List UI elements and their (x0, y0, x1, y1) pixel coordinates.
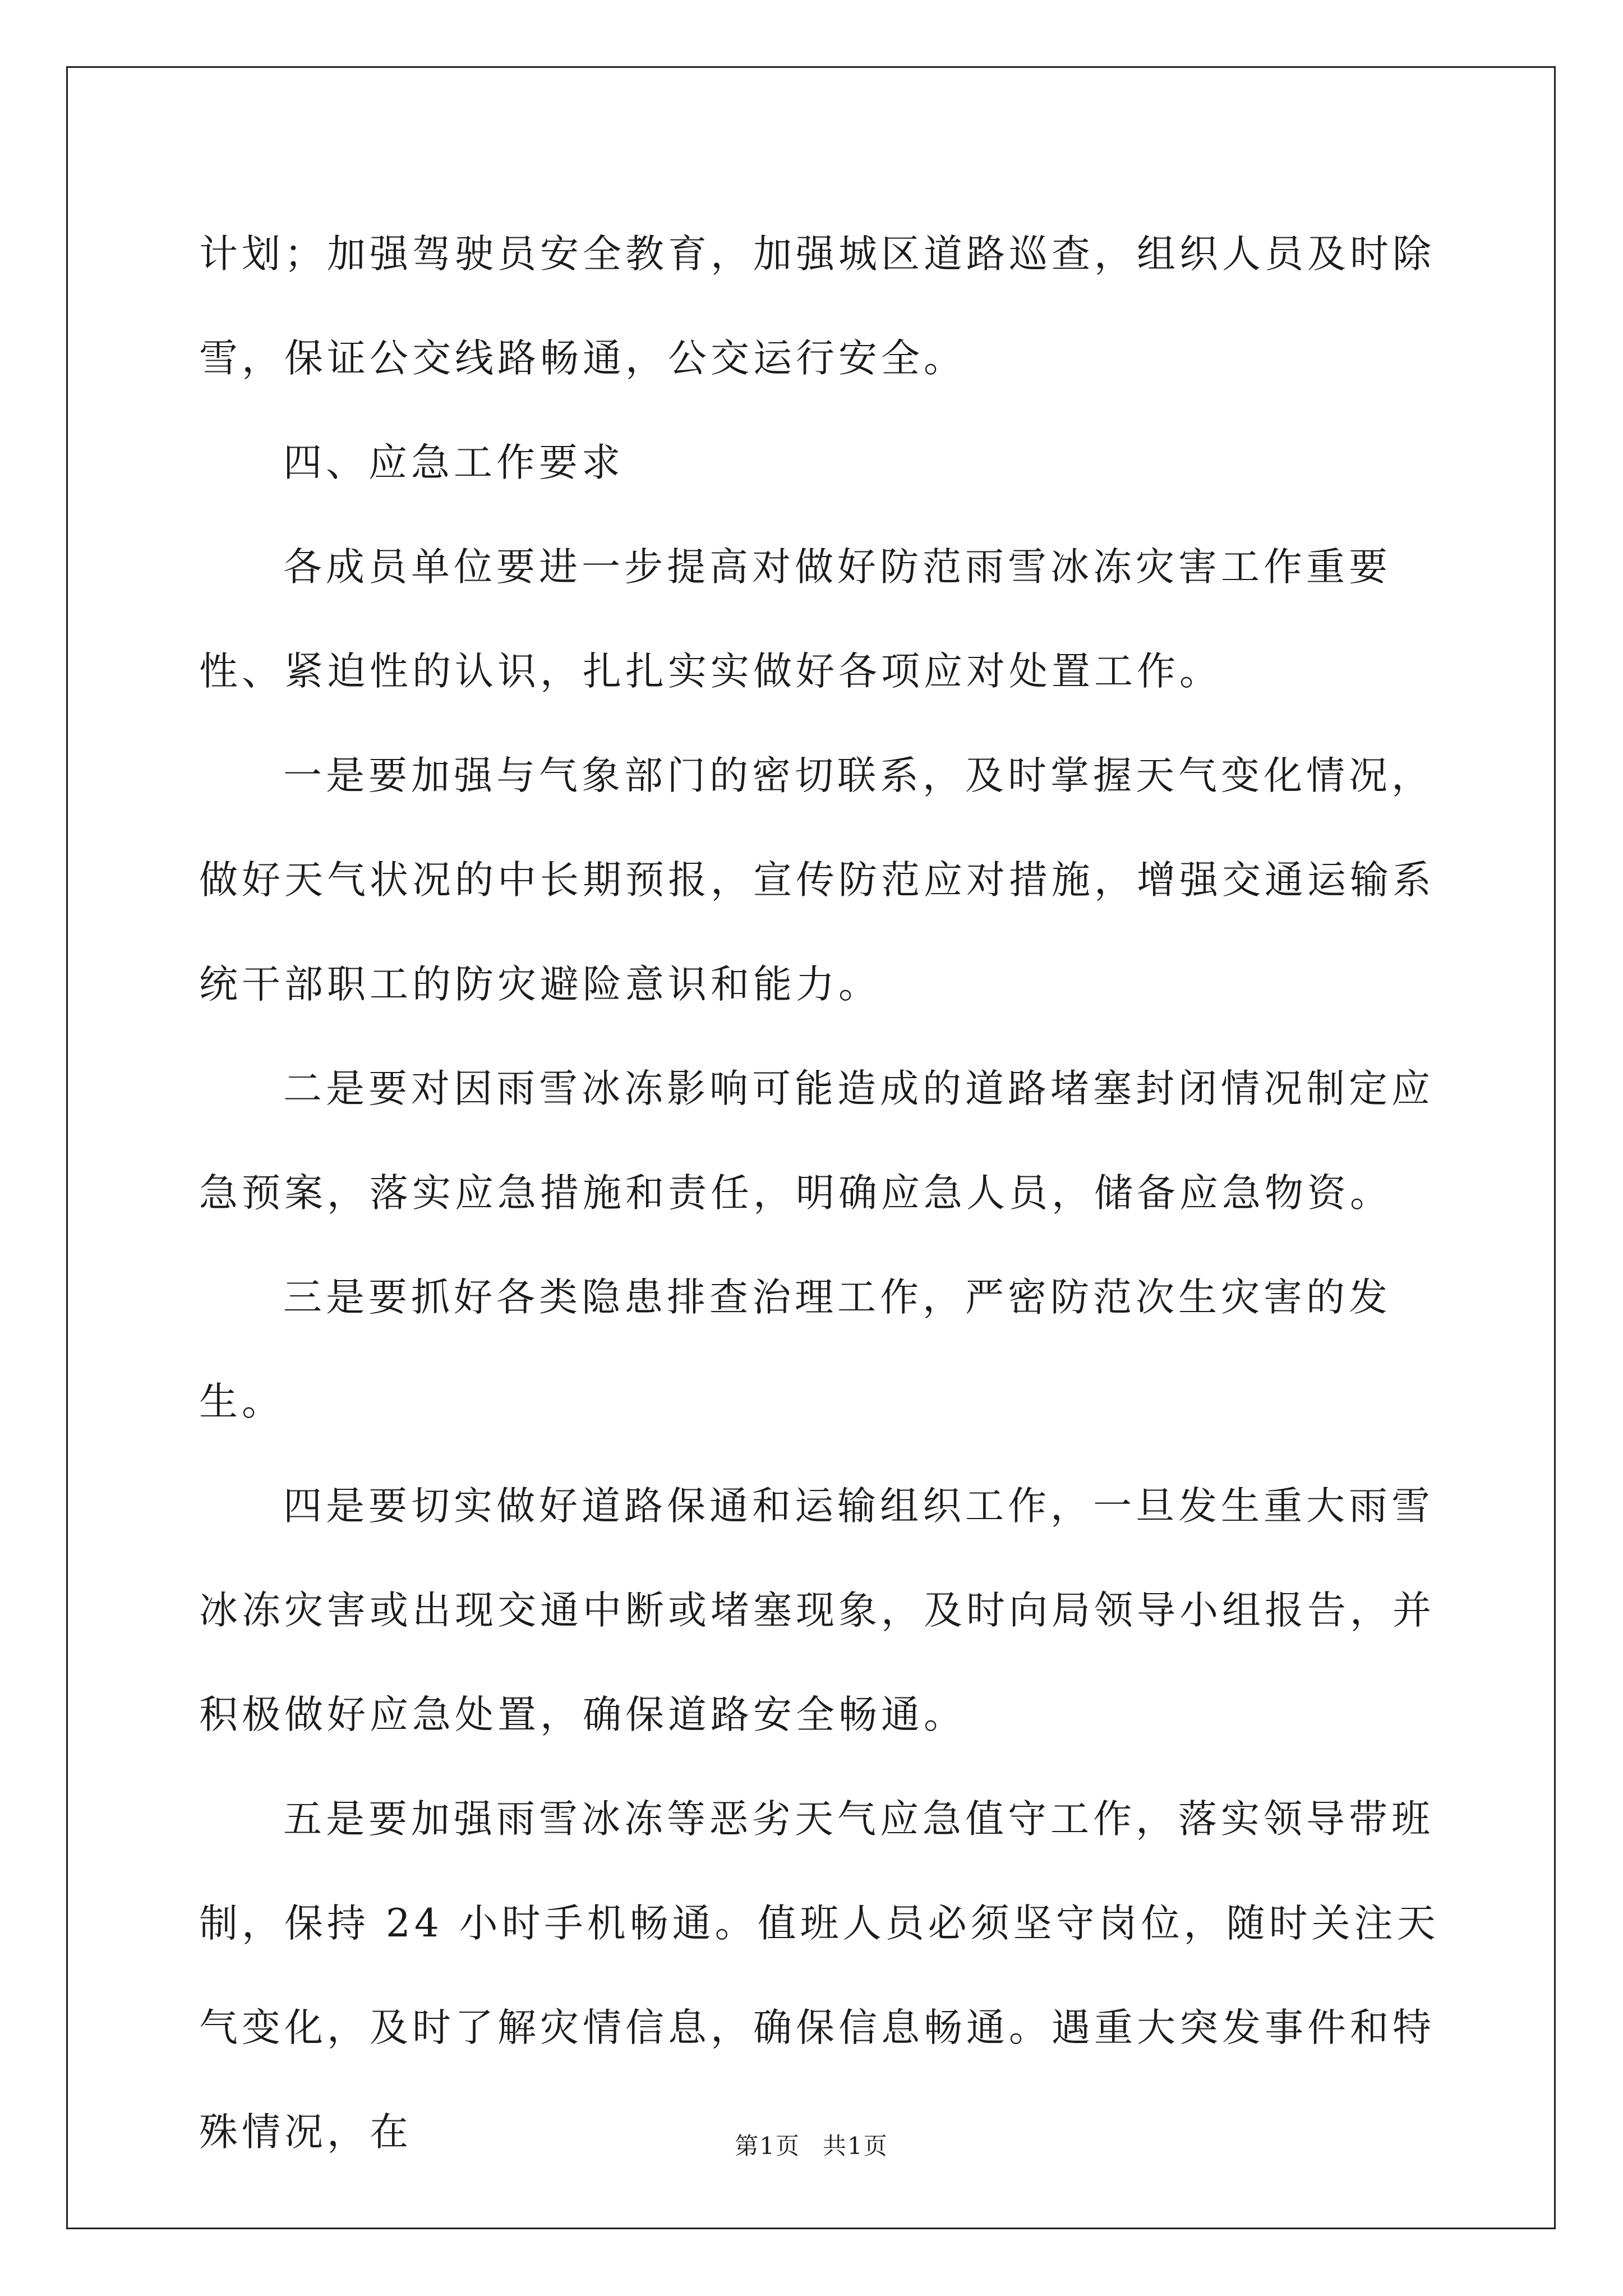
paragraph: 二是要对因雨雪冰冻影响可能造成的道路堵塞封闭情况制定应急预案，落实应急措施和责任，明确应急人员，储备应急物资。 (199, 1066, 1434, 1216)
page-footer (0, 2128, 1623, 2161)
section-heading: 四、应急工作要求 (283, 440, 624, 485)
paragraph: 计划；加强驾驶员安全教育，加强城区道路巡查，组织人员及时除雪，保证公交线路畅通，公交运行安全。 (199, 232, 1435, 381)
paragraph: 一是要加强与气象部门的密切联系，及时掌握天气变化情况，做好天气状况的中长期预报，宣传防范应对措施，增强交通运输系统干部职工的防灾避险意识和能力。 (199, 753, 1435, 1007)
document-body (199, 202, 1455, 2184)
paragraph: 五是要加强雨雪冰冻等恶劣天气应急值守工作，落实领导带班制，保持 24 小时手机畅通。值班人员必须坚守岗位，随时关注天气变化，及时了解灾情信息，确保信息畅通。遇重大突发事件和特殊情况，在 (199, 1797, 1440, 2155)
paragraph: 四是要切实做好道路保通和运输组织工作，一旦发生重大雨雪冰冻灾害或出现交通中断或堵塞现象，及时向局领导小组报告，并积极做好应急处置，确保道路安全畅通。 (199, 1484, 1435, 1737)
page-total: 共1页 (823, 2132, 888, 2160)
paragraph: 各成员单位要进一步提高对做好防范雨雪冰冻灾害工作重要性、紧迫性的认识，扎扎实实做好各项应对处置工作。 (199, 545, 1391, 694)
page-number: 第1页 (735, 2132, 800, 2160)
paragraph: 三是要抓好各类隐患排查治理工作，严密防范次生灾害的发生。 (199, 1275, 1391, 1424)
